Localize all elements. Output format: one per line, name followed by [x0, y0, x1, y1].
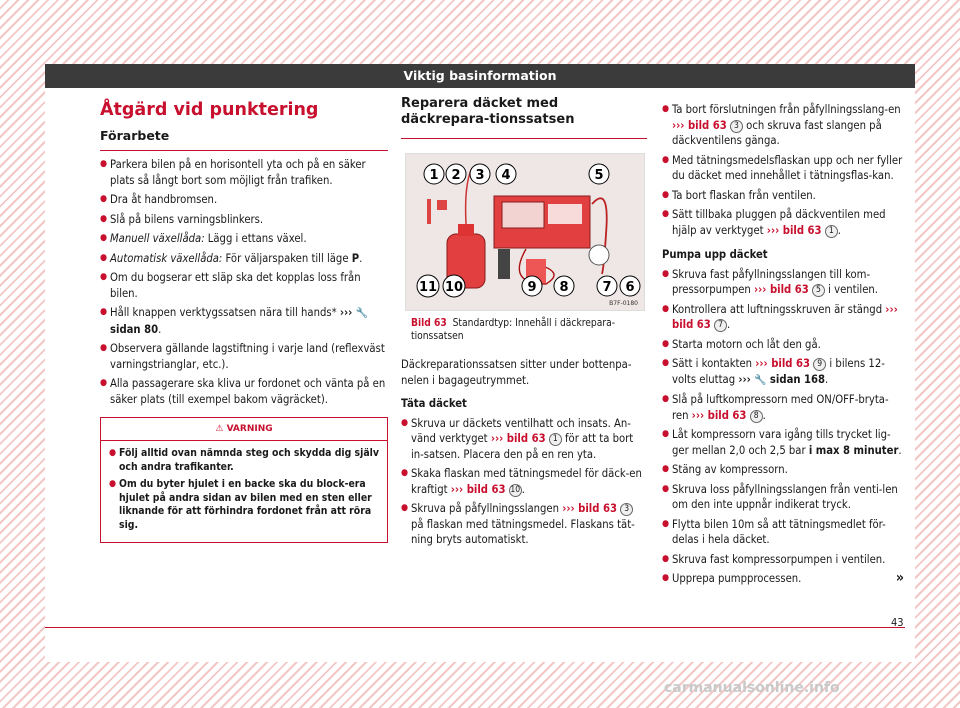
auto-text: För väljarspaken till läge	[222, 251, 352, 265]
caption-text: Standardtyp: Innehåll i däckrepara-tionssatsen	[411, 318, 616, 342]
figure-label: 2	[451, 168, 461, 183]
list-item	[662, 102, 904, 149]
figure-label: 3	[475, 168, 485, 183]
list-item: ● Starta motorn och låt den gå.	[662, 337, 904, 353]
page	[45, 64, 915, 662]
figure-label: 9	[527, 280, 537, 295]
warning-item: ● Följ alltid ovan nämnda steg och skydda dig själv och andra trafikanter.	[109, 447, 379, 474]
section-header: Viktig basinformation	[45, 64, 915, 88]
column-2	[401, 88, 647, 552]
book-icon: 🔧	[753, 374, 767, 386]
list-item	[401, 466, 647, 497]
list-item	[401, 501, 647, 548]
text: i bilens 12-volts eluttag	[672, 357, 885, 386]
page-title: Åtgärd vid punktering	[100, 100, 319, 120]
seal-list-continued	[662, 102, 904, 238]
text: .	[521, 482, 525, 496]
figure-ref-link[interactable]: ››› bild 63	[672, 118, 727, 132]
figure-label: 1	[429, 168, 439, 183]
list-item	[401, 416, 647, 463]
callout-number: 3	[730, 120, 743, 133]
hold-text: Håll knappen verktygssatsen nära till hands*	[110, 306, 340, 319]
text: i ventilen.	[824, 283, 878, 296]
text: Ta bort förslutningen från påfyllningsslang-en	[672, 103, 901, 116]
text: .	[762, 408, 766, 422]
text: Skruva ur däckets ventilhatt och insats. An-vänd verktyget	[411, 416, 631, 445]
repair-kit-figure	[405, 153, 645, 311]
callout-number: 7	[714, 319, 727, 332]
warning-label: VARNING	[226, 424, 273, 434]
figure-ref-link[interactable]: ››› bild 63	[450, 482, 506, 496]
callout-number: 10	[510, 484, 521, 495]
callout-number: 1	[825, 225, 838, 238]
seal-list	[401, 416, 647, 548]
text: Skruva på påfyllningsslangen	[411, 502, 563, 515]
list-item	[662, 571, 904, 587]
manual-label: Manuell växellåda:	[110, 232, 205, 245]
list-item: ● Skruva loss påfyllningsslangen från venti-len om den inte uppnår indikerat tryck.	[662, 482, 904, 513]
bold-text: i max 8 minuter	[808, 443, 899, 457]
list-item	[662, 267, 904, 298]
list-item: ● Dra åt handbromsen.	[100, 192, 388, 208]
figure-label: 11	[418, 280, 438, 295]
text: Skruva fast påfyllningsslangen till kom-pressorpumpen	[672, 267, 871, 296]
list-item	[100, 251, 388, 267]
list-item	[662, 302, 904, 333]
page-number: 43	[891, 616, 904, 629]
callout-number: 8	[750, 410, 763, 423]
text: och skruva fast slangen på däckventilens gänga.	[672, 118, 882, 147]
text: Upprepa pumpprocessen.	[672, 572, 802, 585]
preparation-list	[100, 157, 388, 407]
figure-ref-link[interactable]: ››› bild 63	[754, 283, 809, 296]
section-title: Reparera däcket med däckrepara-tionssatsen	[401, 96, 647, 139]
punct: .	[359, 251, 363, 265]
list-item: ● Parkera bilen på en horisontell yta och på en säker plats så långt bort som möjligt från trafiken.	[100, 157, 388, 188]
callout-number: 3	[620, 503, 633, 516]
text: .	[727, 318, 731, 331]
section-heading: Täta däcket	[401, 397, 467, 410]
list-item: ● Ta bort flaskan från ventilen.	[662, 188, 904, 204]
book-icon: 🔧	[355, 308, 368, 319]
warning-list	[101, 441, 387, 532]
figure-label: 8	[559, 280, 569, 295]
text: för att ta bort in-satsen. Placera den på en ren yta.	[411, 432, 634, 461]
callout-number: 5	[812, 284, 825, 297]
figure-label: 10	[444, 280, 464, 295]
list-item: ● Med tätningsmedelsflaskan upp och ner fyller du däcket med innehållet i tätningsflas-kan.	[662, 153, 904, 184]
figure-label: 7	[602, 280, 612, 295]
column-3	[662, 98, 904, 591]
figure-label: 5	[594, 168, 604, 183]
page-link[interactable]: sidan 80	[110, 322, 159, 336]
continue-marker: »	[895, 570, 904, 586]
text: .	[898, 443, 902, 457]
list-item: ● Alla passagerare ska kliva ur fordonet och vänta på en säker plats (till exempel bakom vägräcket).	[100, 376, 388, 407]
intro-text: Däckreparationssatsen sitter under bottenpa-nelen i bagageutrymmet.	[401, 358, 632, 387]
list-item: ● Observera gällande lagstiftning i varje land (reflexväst varningstrianglar, etc.).	[100, 341, 388, 372]
callout-number: 9	[813, 358, 826, 371]
punct: .	[825, 372, 829, 386]
list-item	[662, 356, 904, 388]
warning-icon: ⚠	[215, 424, 224, 434]
text: Skaka flaskan med tätningsmedel för däck-en kraftigt	[411, 467, 642, 496]
figure-ref-link[interactable]: ››› bild 63	[766, 223, 822, 237]
text: Låt kompressorn vara igång tills trycket lig-ger mellan 2,0 och 2,5 bar	[672, 428, 891, 457]
column-1	[100, 88, 388, 543]
manual-text: Lägg i ettans växel.	[204, 232, 307, 245]
section-heading: Pumpa upp däcket	[662, 248, 768, 261]
figure-label: 4	[501, 168, 511, 183]
punct: .	[158, 322, 162, 336]
list-item: ● Slå på bilens varningsblinkers.	[100, 212, 388, 228]
figure-ref-link[interactable]: ››› bild 63	[755, 357, 811, 370]
figure-ref-link[interactable]: ››› bild 63	[490, 432, 546, 445]
text: .	[837, 223, 841, 237]
list-item: ● Om du bogserar ett släp ska det kopplas loss från bilen.	[100, 270, 388, 301]
text: Kontrollera att luftningsskruven är stängd	[672, 302, 886, 316]
subtitle: Förarbete	[100, 128, 388, 151]
list-item: ● Stäng av kompressorn.	[662, 462, 904, 478]
list-item: ● Flytta bilen 10m så att tätningsmedlet för-delas i hela däcket.	[662, 517, 904, 548]
figure-label: 6	[625, 280, 635, 295]
link-arrows[interactable]: ›››	[738, 372, 751, 386]
text: på flaskan med tätningsmedel. Flaskans tät-ning bryts automatiskt.	[411, 517, 635, 546]
warning-item: ● Om du byter hjulet i en backe ska du block-era hjulet på andra sidan av bilen med en sten eller liknande för att förhindra fordonet från att röra sig.	[109, 478, 379, 532]
warning-box	[100, 417, 388, 543]
text: Slå på luftkompressorn med ON/OFF-bryta-ren	[672, 393, 889, 422]
page-rule	[45, 627, 905, 628]
text: Sätt i kontakten	[672, 357, 756, 370]
list-item	[662, 427, 904, 458]
caption-label: Bild 63	[411, 318, 447, 329]
list-item	[662, 392, 904, 423]
figure-ref-link[interactable]: ››› bild 63	[691, 408, 747, 422]
list-item	[100, 231, 388, 247]
auto-label: Automatisk växellåda:	[110, 251, 223, 265]
pump-list	[662, 267, 904, 587]
repair-kit-illustration	[406, 154, 644, 310]
callout-number: 1	[549, 433, 562, 446]
figure-caption	[411, 317, 647, 343]
figure-ref-link[interactable]: ››› bild 63	[672, 302, 898, 331]
list-item: ● Skruva fast kompressorpumpen i ventilen.	[662, 552, 904, 568]
auto-bold: P	[351, 251, 360, 265]
list-item	[100, 305, 388, 337]
figure-code: B7F-0180	[609, 300, 638, 307]
list-item	[662, 207, 904, 238]
warning-header	[101, 418, 387, 441]
page-link[interactable]: sidan 168	[766, 372, 826, 386]
figure-ref-link[interactable]: ››› bild 63	[562, 502, 617, 515]
text: Sätt tillbaka pluggen på däckventilen med hjälp av verktyget	[672, 208, 886, 237]
watermark: carmanualsonline.info	[664, 680, 840, 696]
link-arrows[interactable]: ›››	[339, 306, 353, 319]
